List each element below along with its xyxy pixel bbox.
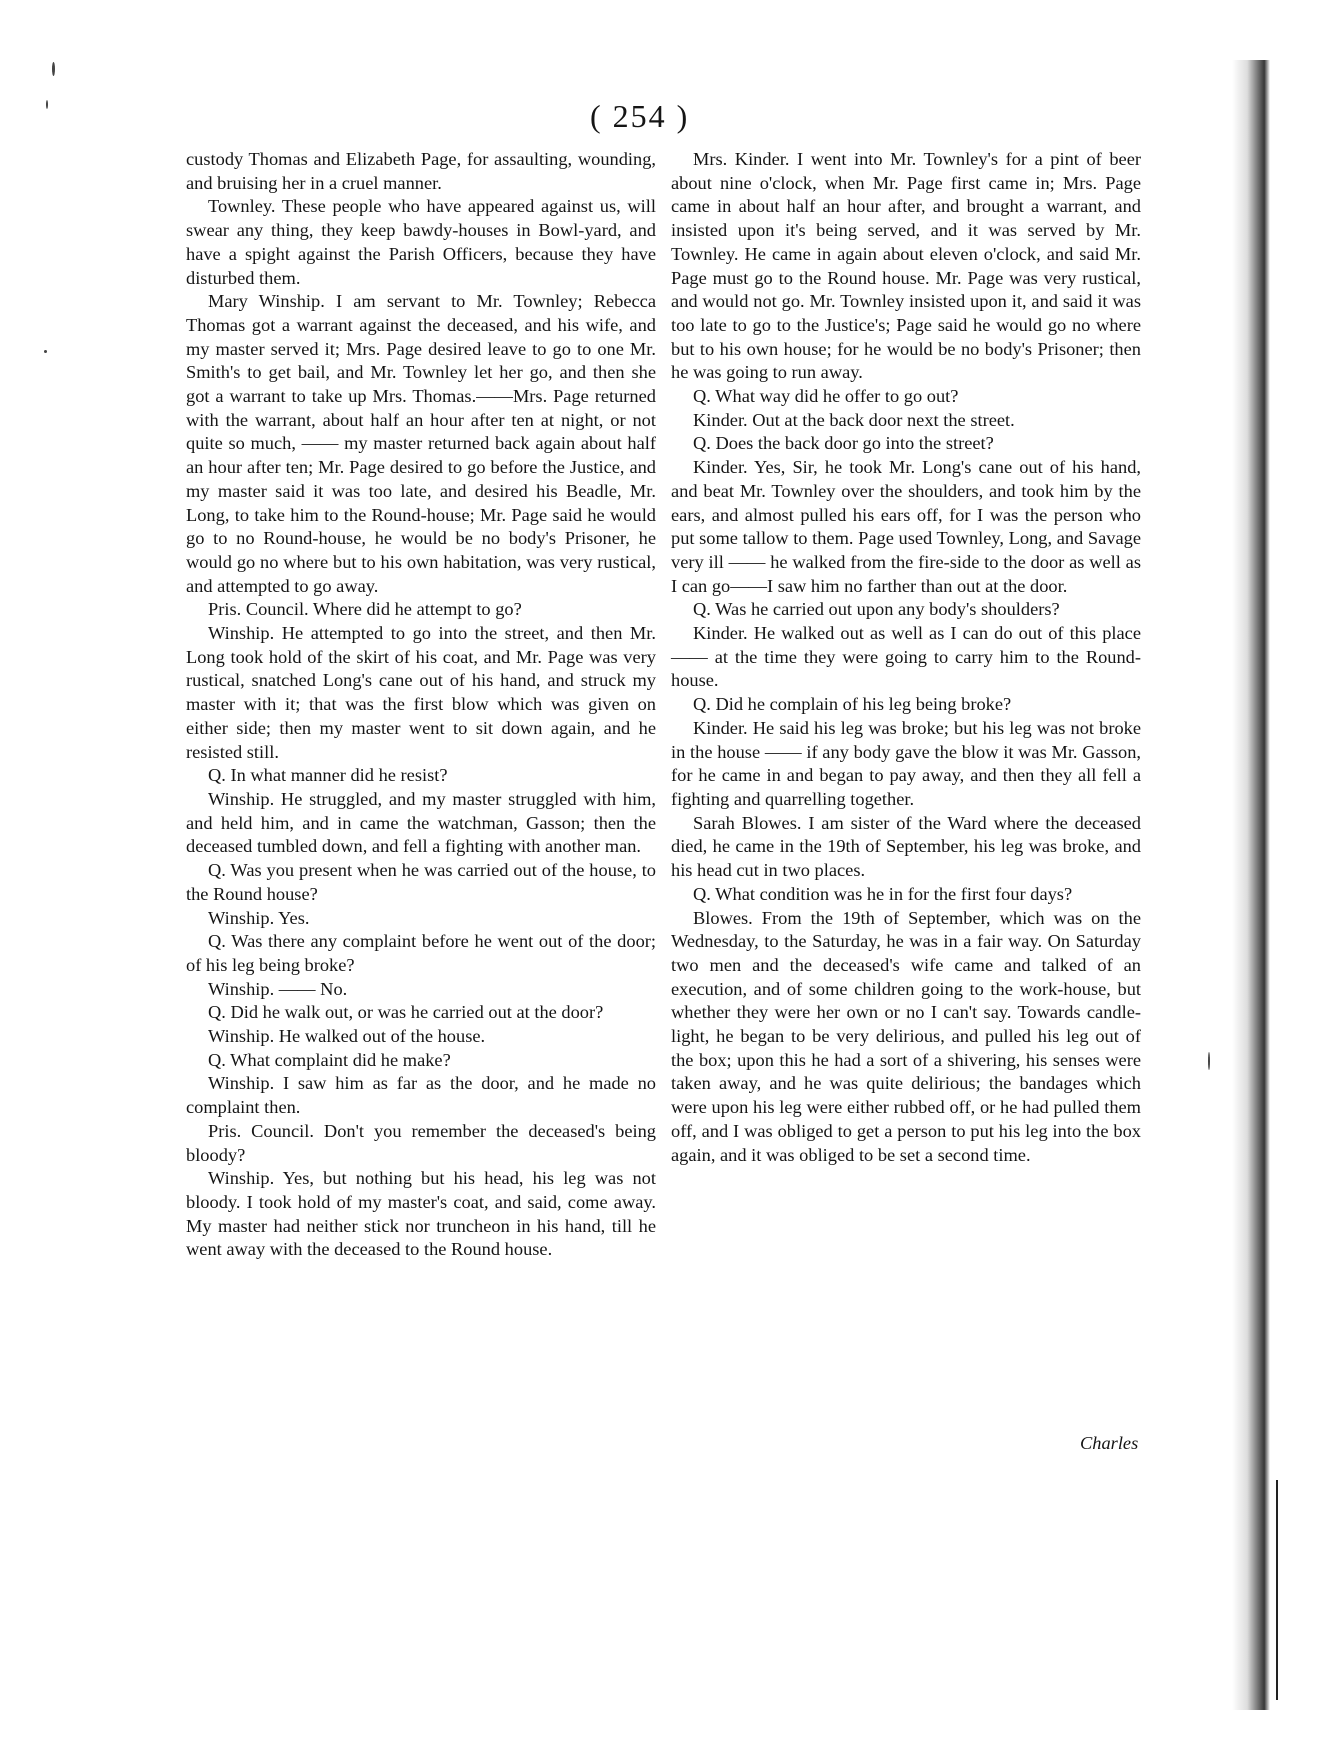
scan-speck (52, 62, 55, 76)
paragraph: Winship. Yes, but nothing but his head, his leg was not bloody. I took hold of my master's coat, and said, come away. My master had neither stick nor truncheon in his hand, till he went away with the deceased to the Round house. (186, 1168, 656, 1260)
paragraph: Q. Did he complain of his leg being broke? (693, 694, 1012, 715)
paragraph: Mrs. Kinder. I went into Mr. Townley's for a pint of beer about nine o'clock, when Mr. Page first came in; Mrs. Page came in about half an hour after, and brought a warrant, and insisted upon it's being served, and it was served by Mr. Townley. He came in again about eleven o'clock, and said Mr. Page must go to the Round house. Mr. Page was very rustical, and would not go. Mr. Townley insisted upon it, and said it was too late to go to the Justice's; Page said he would go no where but to his own house; for he would be no body's Prisoner; then he was going to run away. (671, 149, 1141, 383)
binding-shadow (1232, 60, 1270, 1710)
page-number: ( 254 ) (590, 98, 690, 134)
paragraph: Kinder. Yes, Sir, he took Mr. Long's cane out of his hand, and beat Mr. Townley over the shoulders, and took him by the ears, and almost pulled his ears off, for I was the person who put some tallow to them. Page used Townley, Long, and Savage very ill —— he walked from the fire-side to the door as well as I can go——I saw him no farther than out at the door. (671, 457, 1141, 596)
paragraph: Q. Was you present when he was carried out of the house, to the Round house? (186, 860, 656, 904)
binding-edge-line (1276, 1480, 1278, 1700)
scan-speck (46, 100, 48, 109)
paragraph: Q. What condition was he in for the first four days? (693, 883, 1073, 904)
paragraph: Q. In what manner did he resist? (208, 765, 448, 786)
paragraph: Q. What complaint did he make? (208, 1049, 451, 1070)
paragraph: Winship. He struggled, and my master struggled with him, and held him, and in came the watchman, Gasson; then the deceased tumbled down, and fell a fighting with another man. (186, 788, 656, 857)
paragraph: Pris. Council. Don't you remember the deceased's being bloody? (186, 1120, 656, 1165)
paragraph: Q. Was he carried out upon any body's shoulders? (693, 599, 1060, 620)
scan-speck (44, 350, 47, 353)
paragraph: Pris. Council. Where did he attempt to go? (208, 599, 522, 620)
left-column (186, 148, 656, 1262)
paragraph: Townley. These people who have appeared against us, will swear any thing, they keep bawdy-houses in Bowl-yard, and have a spight against the Parish Officers, because they have disturbed them. (186, 196, 656, 288)
paragraph: Winship. He attempted to go into the street, and then Mr. Long took hold of the skirt of his coat, and Mr. Page was very rustical, snatched Long's cane out of his hand, and struck my master with it; that was the first blow which was given on either side; then my master went to sit down again, and he resisted still. (186, 623, 656, 762)
catchword: Charles (1080, 1433, 1139, 1453)
paragraph: Kinder. He walked out as well as I can do out of this place —— at the time they were going to carry him to the Round-house. (671, 623, 1141, 691)
paragraph: Q. What way did he offer to go out? (693, 386, 959, 407)
paragraph: Mary Winship. I am servant to Mr. Townley; Rebecca Thomas got a warrant against the deceased, and his wife, and my master served it; Mrs. Page desired leave to go to one Mr. Smith's to get bail, and Mr. Townley let her go, and then she got a warrant to take up Mrs. Thomas.——Mrs. Page returned with the warrant, about half an hour after ten at night, or not quite so much, —— my master returned back again about half an hour after ten; Mr. Page desired to go before the Justice, and my master said it was too late, and desired his Beadle, Mr. Long, to take him to the Round-house; Mr. Page said he would go to no Round-house, he would be no body's Prisoner, he would go no where but to his own habitation, was very rustical, and attempted to go away. (186, 291, 656, 596)
paragraph: Blowes. From the 19th of September, which was on the Wednesday, to the Saturday, he was in a fair way. On Saturday two men and the deceased's wife came and talked of an execution, and of some children going to the work-house, but whether they were her own or no I can't say. Towards candle-light, he began to be very delirious, and pulled his leg out of the box; upon this he had a sort of a shivering, his senses were taken away, and he was quite delirious; the bandages which were upon his leg were either rubbed off, or he had pulled them off, and I was obliged to get a person to put his leg into the box again, and it was obliged to be set a second time. (671, 907, 1141, 1165)
paragraph: custody Thomas and Elizabeth Page, for assaulting, wounding, and bruising her in a cruel manner. (186, 149, 656, 193)
paragraph: Kinder. Out at the back door next the street. (693, 409, 1015, 430)
paragraph: Winship. Yes. (208, 907, 310, 928)
paragraph: Winship. —— No. (208, 978, 348, 999)
paragraph: Winship. I saw him as far as the door, and he made no complaint then. (186, 1073, 656, 1118)
paragraph: Kinder. He said his leg was broke; but his leg was not broke in the house —— if any body gave the blow it was Mr. Gasson, for he came in and began to pay away, and then they all fell a fighting and quarrelling together. (671, 717, 1141, 809)
scan-speck (1208, 1052, 1210, 1070)
paragraph: Sarah Blowes. I am sister of the Ward where the deceased died, he came in the 19th of September, his leg was broke, and his head cut in two places. (671, 812, 1141, 881)
paragraph: Q. Was there any complaint before he went out of the door; of his leg being broke? (186, 931, 656, 975)
paragraph: Winship. He walked out of the house. (208, 1026, 486, 1047)
paragraph: Q. Does the back door go into the street? (693, 433, 994, 454)
paragraph: Q. Did he walk out, or was he carried out at the door? (208, 1002, 604, 1023)
right-column (671, 148, 1141, 1167)
